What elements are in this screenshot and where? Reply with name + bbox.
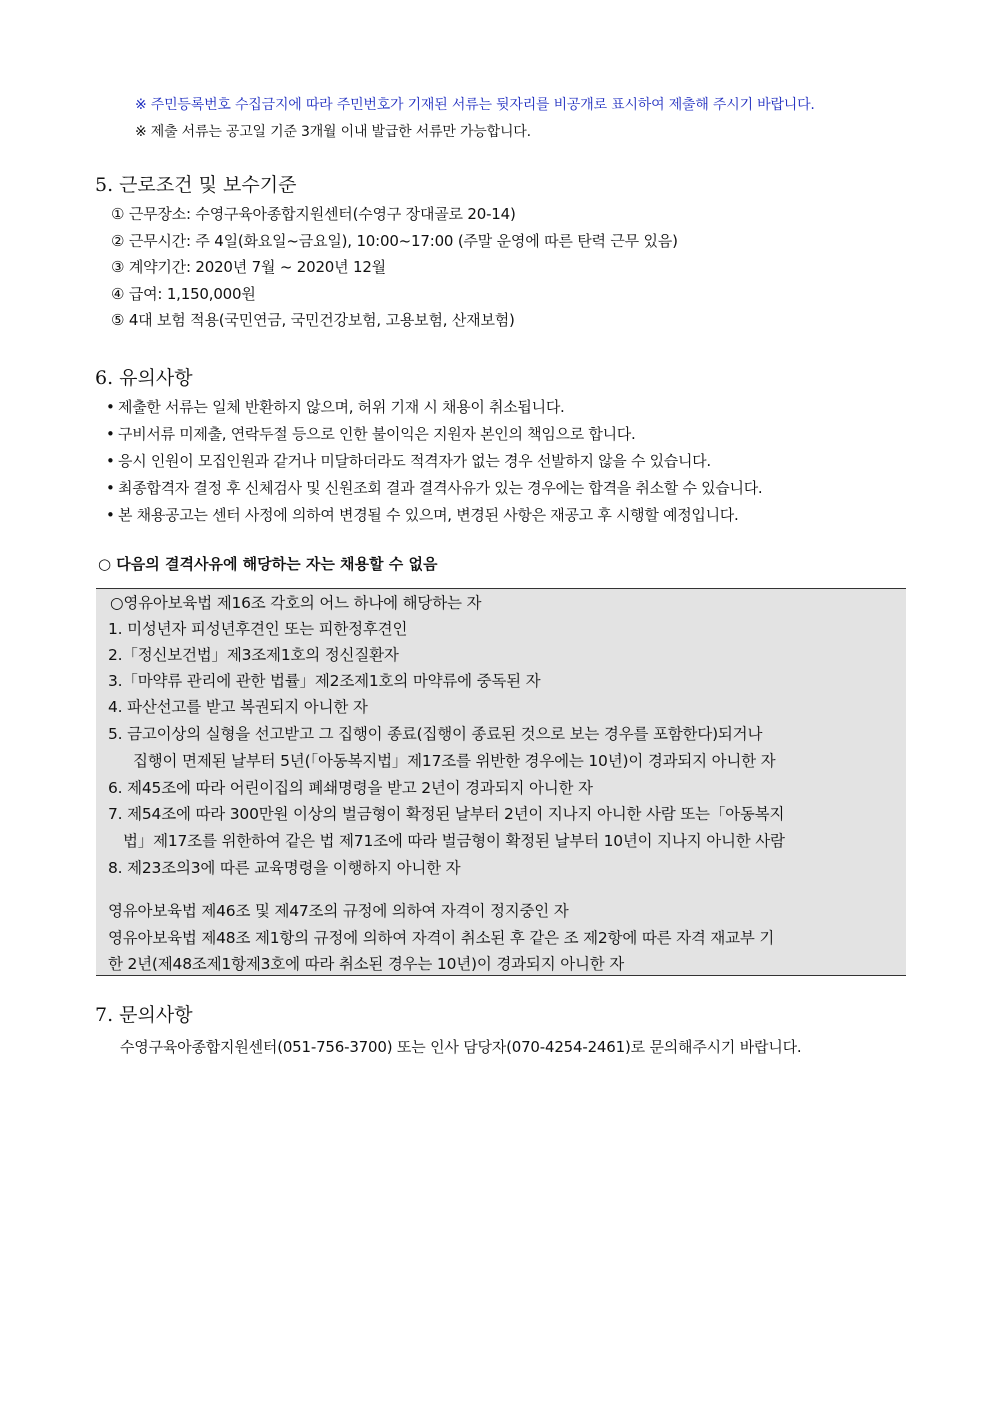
disqualification-item: 6. 제45조에 따라 어린이집의 폐쇄명령을 받고 2년이 경과되지 아니한 자 <box>108 779 593 797</box>
disqualification-item: 4. 파산선고를 받고 복권되지 아니한 자 <box>108 698 368 716</box>
caution-list <box>106 394 936 529</box>
bullet-icon: • <box>106 452 115 470</box>
caution-text: 제출한 서류는 일체 반환하지 않으며, 허위 기재 시 채용이 취소됩니다. <box>118 398 565 416</box>
submission-notes <box>135 92 935 146</box>
disqualification-heading: ○영유아보육법 제16조 각호의 어느 하나에 해당하는 자 <box>110 594 482 612</box>
bullet-icon: • <box>106 398 115 416</box>
work-hours-item: ② 근무시간: 주 4일(화요일~금요일), 10:00~17:00 (주말 운영에 따른 탄력 근무 있음) <box>111 231 678 250</box>
section-5-title: 5. 근로조건 및 보수기준 <box>95 174 297 196</box>
section-7-title: 7. 문의사항 <box>95 1004 193 1026</box>
suspension-clause: 영유아보육법 제46조 및 제47조의 규정에 의하여 자격이 정지중인 자 <box>108 902 569 920</box>
contact-info: 수영구육아종합지원센터(051-756-3700) 또는 인사 담당자(070-4254-2461)로 문의해주시기 바랍니다. <box>120 1038 802 1056</box>
salary-item: ④ 급여: 1,150,000원 <box>111 284 256 303</box>
list-item <box>106 421 936 448</box>
disqualification-item: 8. 제23조의3에 따른 교육명령을 이행하지 아니한 자 <box>108 859 461 877</box>
bullet-icon: • <box>106 425 115 443</box>
contract-period-item: ③ 계약기간: 2020년 7월 ~ 2020년 12월 <box>111 258 386 276</box>
revocation-clause: 영유아보육법 제48조 제1항의 규정에 의하여 자격이 취소된 후 같은 조 제2항에 따른 자격 재교부 기 <box>108 929 775 947</box>
disqualification-item: 1. 미성년자 피성년후견인 또는 피한정후견인 <box>108 620 408 638</box>
bullet-icon: • <box>106 506 115 524</box>
disqualification-item-continued: 법」제17조를 위한하여 같은 법 제71조에 따라 벌금형이 확정된 날부터 10년이 지나지 아니한 사람 <box>123 832 785 850</box>
caution-text: 응시 인원이 모집인원과 같거나 미달하더라도 적격자가 없는 경우 선발하지 않을 수 있습니다. <box>118 452 711 470</box>
disqualification-item: 2.「정신보건법」제3조제1호의 정신질환자 <box>108 646 399 664</box>
disqualification-box <box>96 588 906 976</box>
work-conditions-list <box>111 201 931 334</box>
revocation-clause-continued: 한 2년(제48조제1항제3호에 따라 취소된 경우는 10년)이 경과되지 아니한 자 <box>108 955 625 973</box>
disqualification-item: 3.「마약류 관리에 관한 법률」제2조제1호의 마약류에 중독된 자 <box>108 672 541 690</box>
document-date-note: ※ 제출 서류는 공고일 기준 3개월 이내 발급한 서류만 가능합니다. <box>135 124 531 140</box>
disqualification-title: ○ 다음의 결격사유에 해당하는 자는 채용할 수 없음 <box>98 555 438 573</box>
caution-text: 본 채용공고는 센터 사정에 의하여 변경될 수 있으며, 변경된 사항은 재공고 후 시행할 예정입니다. <box>118 506 739 524</box>
bullet-icon: • <box>106 479 115 497</box>
caution-text: 최종합격자 결정 후 신체검사 및 신원조회 결과 결격사유가 있는 경우에는 합격을 취소할 수 있습니다. <box>118 479 763 497</box>
list-item <box>106 394 936 421</box>
resident-number-note: ※ 주민등록번호 수집금지에 따라 주민번호가 기재된 서류는 뒷자리를 비공개로 표시하여 제출해 주시기 바랍니다. <box>135 97 815 113</box>
work-place-item: ① 근무장소: 수영구육아종합지원센터(수영구 장대골로 20-14) <box>111 205 516 223</box>
section-6-title: 6. 유의사항 <box>95 367 193 389</box>
list-item <box>106 448 936 475</box>
list-item <box>106 475 936 502</box>
insurance-item: ⑤ 4대 보험 적용(국민연금, 국민건강보험, 고용보험, 산재보험) <box>111 311 515 329</box>
caution-text: 구비서류 미제출, 연락두절 등으로 인한 불이익은 지원자 본인의 책임으로 합니다. <box>118 425 636 443</box>
disqualification-item-continued: 집행이 면제된 날부터 5년(「아동복지법」제17조를 위반한 경우에는 10년)이 경과되지 아니한 자 <box>133 752 776 770</box>
disqualification-item: 5. 금고이상의 실형을 선고받고 그 집행이 종료(집행이 종료된 것으로 보는 경우를 포함한다)되거나 <box>108 725 763 743</box>
disqualification-item: 7. 제54조에 따라 300만원 이상의 벌금형이 확정된 날부터 2년이 지나지 아니한 사람 또는「아동복지 <box>108 805 785 823</box>
list-item <box>106 502 936 529</box>
